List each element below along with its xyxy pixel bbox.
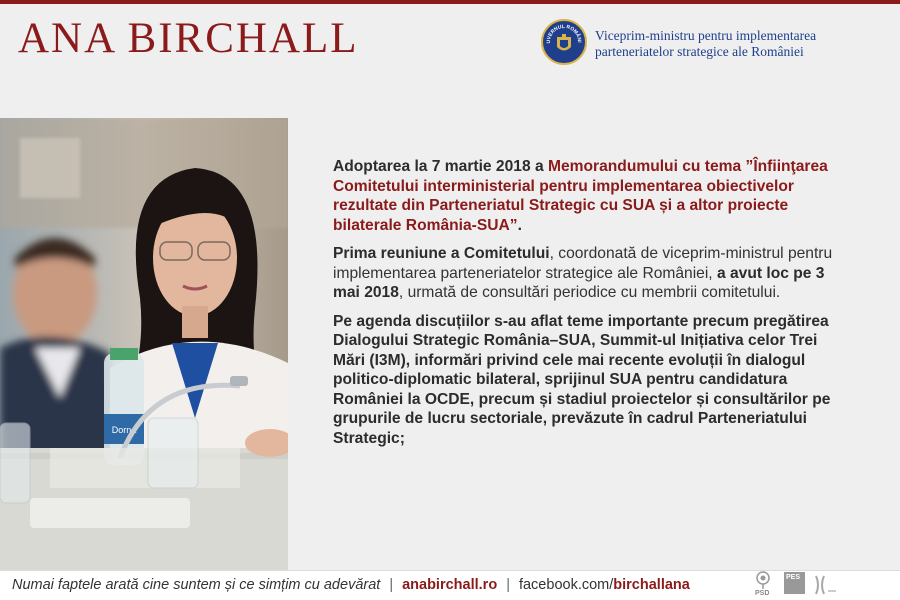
facebook-prefix: facebook.com/ bbox=[518, 577, 614, 593]
psd-label: PSD bbox=[755, 590, 770, 597]
gov-title-line-1: Viceprim-ministru pentru implementarea bbox=[595, 28, 817, 43]
government-title bbox=[595, 28, 895, 60]
footer-separator-2: | bbox=[506, 577, 510, 593]
bottle-label: Dorna bbox=[111, 425, 137, 435]
brand-name: ANA BIRCHALL bbox=[18, 15, 359, 62]
psd-rose-icon bbox=[753, 571, 773, 589]
government-seal-icon bbox=[541, 19, 587, 65]
pes-logo-icon bbox=[784, 572, 805, 594]
seal-text: UVERNUL ROMÂNI bbox=[545, 23, 583, 44]
memorandum-title: Memorandumului cu tema ”Înfiinţarea Comitetului interministerial pentru implementarea obiectivelor rezultate din Parteneriatul Strategic cu SUA și a altor proiecte bilaterale România-SUA” bbox=[333, 158, 828, 234]
party-logos bbox=[750, 569, 900, 600]
p2-text-2: , urmată de consultări periodice cu membrii comitetului. bbox=[398, 284, 781, 301]
meeting-photo bbox=[0, 118, 288, 570]
top-accent-bar bbox=[0, 0, 900, 4]
p1-end: . bbox=[517, 216, 522, 234]
article-body bbox=[333, 157, 848, 457]
paragraph-3 bbox=[333, 312, 848, 449]
gov-title-line-2: parteneriatelor strategice ale României bbox=[595, 44, 804, 59]
paragraph-1 bbox=[333, 157, 848, 235]
footer-text bbox=[12, 577, 690, 593]
footer-tagline: Numai faptele arată cine suntem și ce simțim cu adevărat bbox=[12, 577, 381, 593]
p3-text: Pe agenda discuțiilor s-au aflat teme importante precum pregătirea Dialogului Strategic România–SUA, Summit-ul Inițiativa celor Trei Mări (I3M), informări privind cele mai recente evoluții în dialogul politico-diplomatic bilateral, sprijinul SUA pentru candidatura României la OCDE, precum și stadiul proiectelor și consultărilor pe grupurile de lucru sectoriale, prevăzute în cadrul Parteneriatului Strategic; bbox=[333, 312, 831, 447]
facebook-handle: birchallana bbox=[613, 577, 690, 593]
p2-bold-2: a avut loc pe 3 mai 2018 bbox=[333, 264, 825, 301]
facebook-link[interactable] bbox=[519, 577, 690, 593]
paragraph-2 bbox=[333, 244, 848, 303]
p2-bold-1: Prima reuniune a Comitetului bbox=[333, 245, 550, 262]
website-link[interactable]: anabirchall.ro bbox=[402, 577, 498, 593]
pes-label: PES bbox=[786, 574, 801, 581]
party-foundation-icon bbox=[812, 574, 836, 596]
p2-text-1: , coordonată de viceprim-ministrul pentru implementarea parteneriatelor strategice ale României, bbox=[333, 245, 833, 282]
footer-separator-1: | bbox=[389, 577, 394, 593]
p1-lead: Adoptarea la 7 martie 2018 a bbox=[333, 158, 548, 175]
